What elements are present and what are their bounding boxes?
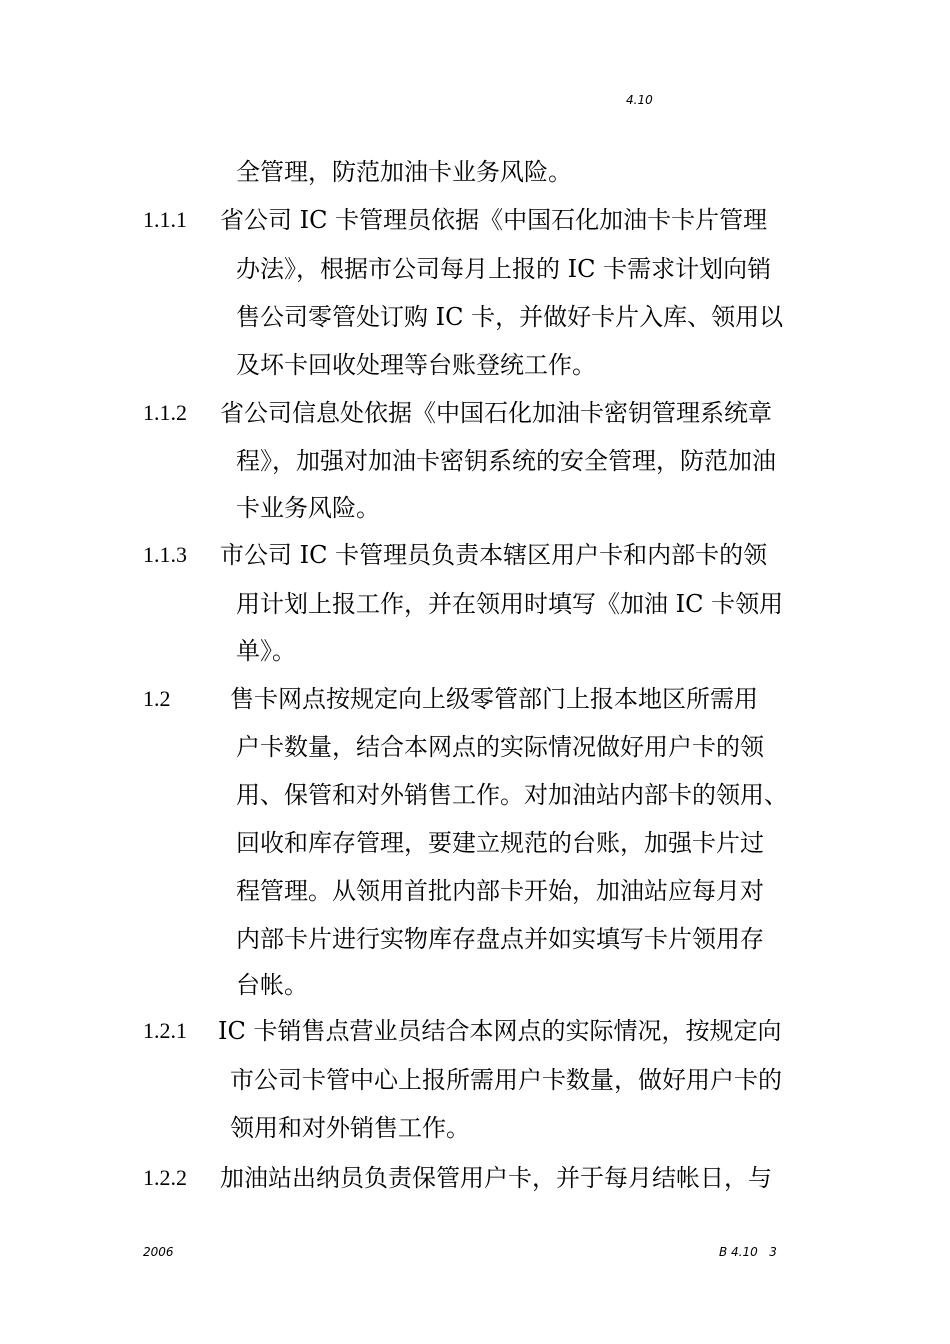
paragraph-line: 单》。 — [236, 637, 296, 665]
paragraph-line: 省公司信息处依据《中国石化加油卡密钥管理系统章 — [220, 399, 772, 427]
paragraph-line: 办法》，根据市公司每月上报的 IC 卡需求计划向销 — [236, 255, 772, 283]
section-number: 1.1.1 — [143, 207, 187, 232]
paragraph-line: 用、保管和对外销售工作。对加油站内部卡的领用、 — [236, 781, 788, 809]
paragraph-line: 用计划上报工作，并在领用时填写《加油 IC 卡领用 — [236, 590, 784, 618]
paragraph-line: 台帐。 — [236, 971, 308, 999]
paragraph-line: 程管理。从领用首批内部卡开始，加油站应每月对 — [236, 877, 764, 905]
paragraph-line: 程》，加强对加油卡密钥系统的安全管理，防范加油 — [236, 447, 776, 475]
section-number: 1.1.3 — [143, 542, 187, 567]
footer-page-ref: B 4.10 3 — [719, 1245, 777, 1259]
paragraph-line: 卡业务风险。 — [236, 494, 380, 522]
paragraph-line: 市公司卡管中心上报所需用户卡数量，做好用户卡的 — [230, 1066, 782, 1094]
section-number: 1.1.2 — [143, 400, 187, 425]
paragraph-line: 加油站出纳员负责保管用户卡，并于每月结帐日，与 — [220, 1164, 772, 1192]
section-number: 1.2.1 — [143, 1018, 187, 1043]
paragraph-line: 售公司零管处订购 IC 卡，并做好卡片入库、领用以 — [236, 303, 784, 331]
footer-year: 2006 — [143, 1245, 174, 1259]
paragraph-line: 回收和库存管理，要建立规范的台账，加强卡片过 — [236, 829, 764, 857]
paragraph-line: 省公司 IC 卡管理员依据《中国石化加油卡卡片管理 — [220, 206, 768, 234]
paragraph-line: 户卡数量，结合本网点的实际情况做好用户卡的领 — [236, 733, 764, 761]
paragraph-line: 售卡网点按规定向上级零管部门上报本地区所需用 — [230, 685, 758, 713]
section-number: 1.2.2 — [143, 1165, 187, 1190]
section-number: 1.2 — [143, 686, 171, 711]
paragraph-line: 及坏卡回收处理等台账登统工作。 — [236, 351, 596, 379]
paragraph-line: 内部卡片进行实物库存盘点并如实填写卡片领用存 — [236, 925, 764, 953]
paragraph-line: 全管理，防范加油卡业务风险。 — [236, 158, 572, 186]
paragraph-line: 市公司 IC 卡管理员负责本辖区用户卡和内部卡的领 — [220, 541, 768, 569]
paragraph-line: IC 卡销售点营业员结合本网点的实际情况，按规定向 — [218, 1017, 782, 1045]
paragraph-line: 领用和对外销售工作。 — [230, 1114, 470, 1142]
header-code: 4.10 — [626, 93, 653, 107]
